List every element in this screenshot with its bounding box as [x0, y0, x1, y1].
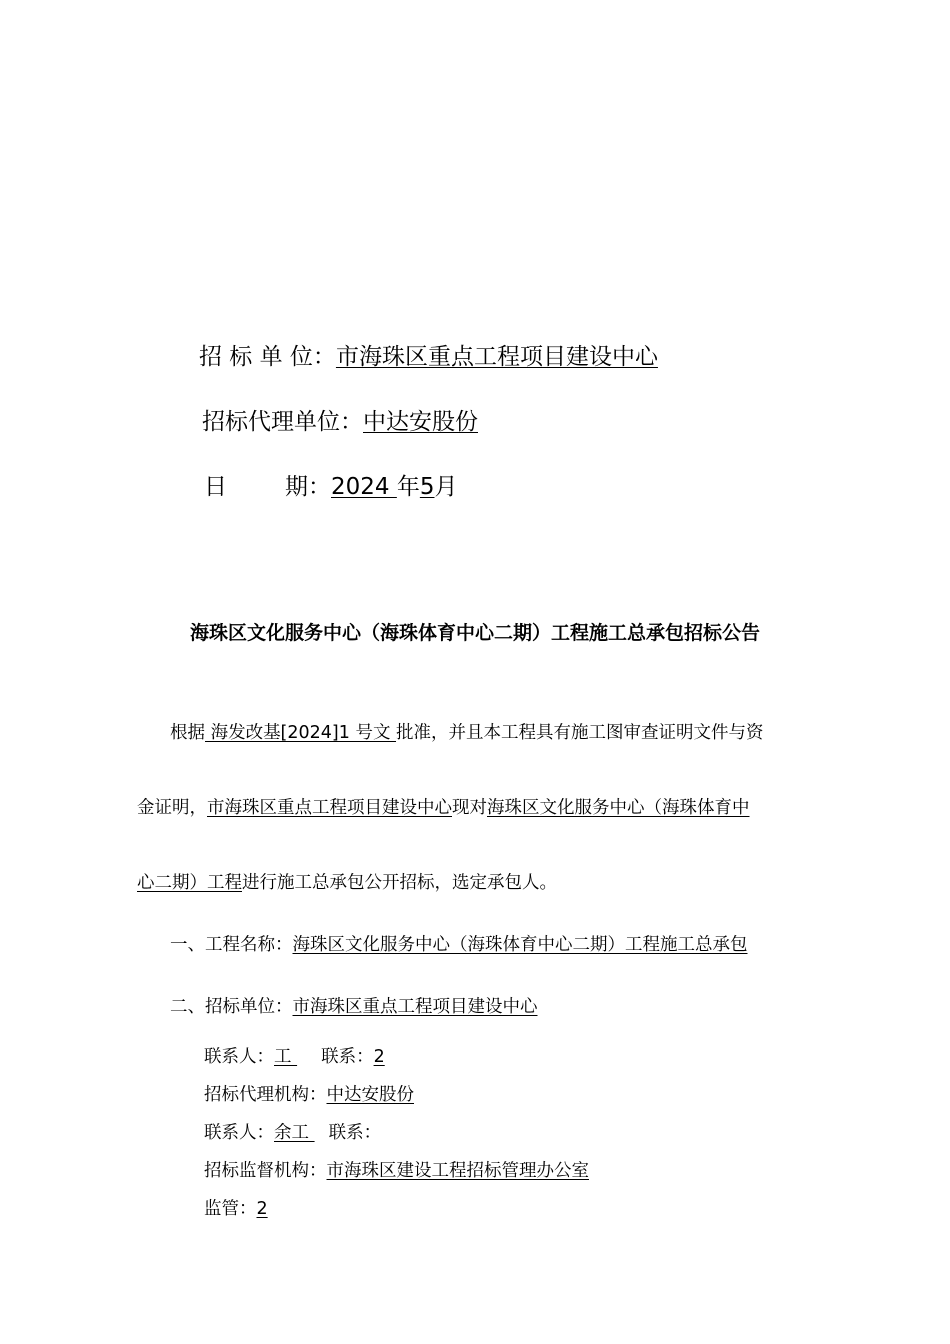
- intro-tenderer: 市海珠区重点工程项目建设中心: [207, 798, 452, 818]
- section-label: 一、工程名称：: [170, 935, 293, 955]
- contact-line-2: [204, 1119, 381, 1144]
- tenderer-value: 市海珠区重点工程项目建设中心: [292, 997, 538, 1017]
- intro-text: 金证明，: [137, 798, 207, 818]
- intro-project-name: 海珠区文化服务中心（海珠体育中: [487, 798, 750, 818]
- intro-text: 批准，并且本工程具有施工图审查证明文件与资: [396, 723, 764, 743]
- intro-text: 进行施工总承包公开招标，选定承包人。: [242, 873, 557, 893]
- intro-line-2: [137, 794, 750, 819]
- intro-project-name-cont: 心二期）工程: [137, 873, 242, 893]
- monitor-line: [204, 1195, 268, 1220]
- section-project-name: [170, 931, 748, 956]
- contact-tel-label: 联系：: [328, 1123, 382, 1143]
- cover-date-line: [204, 468, 458, 501]
- intro-line-1: [170, 719, 764, 744]
- intro-line-3: [137, 869, 557, 894]
- agency-line: [204, 1081, 414, 1106]
- section-tenderer: [170, 993, 538, 1018]
- contact-label: 联系人：: [204, 1123, 274, 1143]
- cover-date-label-a: 日: [204, 474, 227, 500]
- supervise-line: [204, 1157, 589, 1182]
- cover-agent-value: 中达安股份: [363, 409, 478, 435]
- section-label: 二、招标单位：: [170, 997, 293, 1017]
- cover-tenderer-value: 市海珠区重点工程项目建设中心: [335, 344, 658, 370]
- intro-text: 根据: [170, 723, 205, 743]
- agency-value: 中达安股份: [326, 1085, 414, 1105]
- approval-doc-number: 海发改基[2024]1 号文: [205, 723, 397, 743]
- cover-date-label-b: 期：: [285, 474, 331, 500]
- contact-person: 余工: [274, 1123, 315, 1143]
- agency-label: 招标代理机构：: [204, 1085, 327, 1105]
- supervise-value: 市海珠区建设工程招标管理办公室: [326, 1161, 589, 1181]
- intro-text: 现对: [452, 798, 487, 818]
- cover-date-year: 2024: [331, 474, 397, 500]
- contact-line-1: [204, 1043, 385, 1068]
- contact-tel-label: 联系：: [321, 1047, 374, 1067]
- contact-label: 联系人：: [204, 1047, 274, 1067]
- cover-date-year-unit: 年: [396, 474, 420, 500]
- cover-agent-line: [202, 403, 478, 436]
- project-name-value: 海珠区文化服务中心（海珠体育中心二期）工程施工总承包: [292, 935, 748, 955]
- cover-agent-label: 招标代理单位：: [202, 409, 363, 435]
- monitor-value: 2: [256, 1199, 268, 1219]
- contact-tel: 2: [373, 1047, 385, 1067]
- cover-tenderer-line: [199, 338, 658, 371]
- cover-date-month: 5: [419, 474, 435, 500]
- contact-person: 工: [274, 1047, 298, 1067]
- cover-date-month-unit: 月: [434, 474, 458, 500]
- monitor-label: 监管：: [204, 1199, 257, 1219]
- cover-tenderer-label: 招 标 单 位：: [199, 344, 336, 370]
- supervise-label: 招标监督机构：: [204, 1161, 327, 1181]
- notice-title: 海珠区文化服务中心（海珠体育中心二期）工程施工总承包招标公告: [189, 622, 760, 644]
